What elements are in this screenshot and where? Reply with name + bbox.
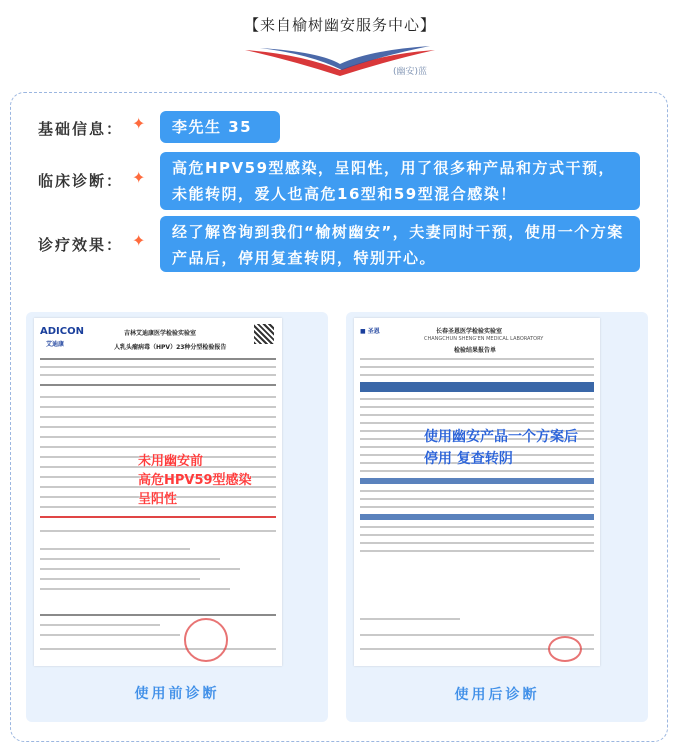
overlay-line: 使用幽安产品一个方案后 <box>424 429 578 445</box>
qr-code-icon <box>254 324 274 344</box>
after-overlay-annotation <box>424 426 578 470</box>
seal-stamp <box>184 618 228 662</box>
basic-info-label: 基础信息： <box>38 120 124 138</box>
after-diagnosis-panel <box>346 312 648 722</box>
treatment-result-value: 经了解咨询到我们“榆树幽安”，夫妻同时干预，使用一个方案产品后，停用复查转阴，特别开心。 <box>160 216 640 272</box>
lab-logo-icon: ■ 圣恩 <box>360 328 380 335</box>
after-panel-caption: 使用后诊断 <box>454 687 540 703</box>
doc-brand: ADICON <box>40 326 84 337</box>
overlay-line: 未用幽安前 <box>138 454 204 469</box>
page-title: 【来自榆树幽安服务中心】 <box>243 16 436 34</box>
star-icon: ✦ <box>132 168 146 187</box>
doc-title: 长春圣恩医学检验实验室 <box>436 328 503 335</box>
before-report-image <box>34 318 282 666</box>
clinical-diagnosis-label: 临床诊断： <box>38 172 124 190</box>
seal-stamp <box>548 636 582 662</box>
after-report-image <box>354 318 600 666</box>
brand-watermark: (幽安)蓝 <box>393 67 428 77</box>
overlay-line: 停用 复查转阴 <box>424 451 513 467</box>
doc-report-title: 检验结果报告单 <box>454 347 497 354</box>
overlay-line: 呈阳性 <box>138 492 178 507</box>
star-icon: ✦ <box>132 231 146 250</box>
doc-subtitle: CHANGCHUN SHENG'EN MEDICAL LABORATORY <box>424 336 544 342</box>
doc-brand-sub: 艾迪康 <box>46 341 65 348</box>
clinical-diagnosis-value: 高危HPV59型感染，呈阳性，用了很多种产品和方式干预，未能转阴，爱人也高危16型和59型混合感染！ <box>160 152 640 210</box>
before-panel-caption: 使用前诊断 <box>134 686 220 702</box>
overlay-line: 高危HPV59型感染 <box>138 473 252 488</box>
before-overlay-annotation <box>138 452 252 509</box>
doc-subtitle: 人乳头瘤病毒（HPV）23种分型检验报告 <box>114 344 227 351</box>
basic-info-value: 李先生 35 <box>160 111 280 143</box>
treatment-result-label: 诊疗效果： <box>38 236 124 254</box>
star-icon: ✦ <box>132 114 146 133</box>
before-diagnosis-panel <box>26 312 328 722</box>
doc-title: 吉林艾迪康医学检验实验室 <box>124 330 197 337</box>
